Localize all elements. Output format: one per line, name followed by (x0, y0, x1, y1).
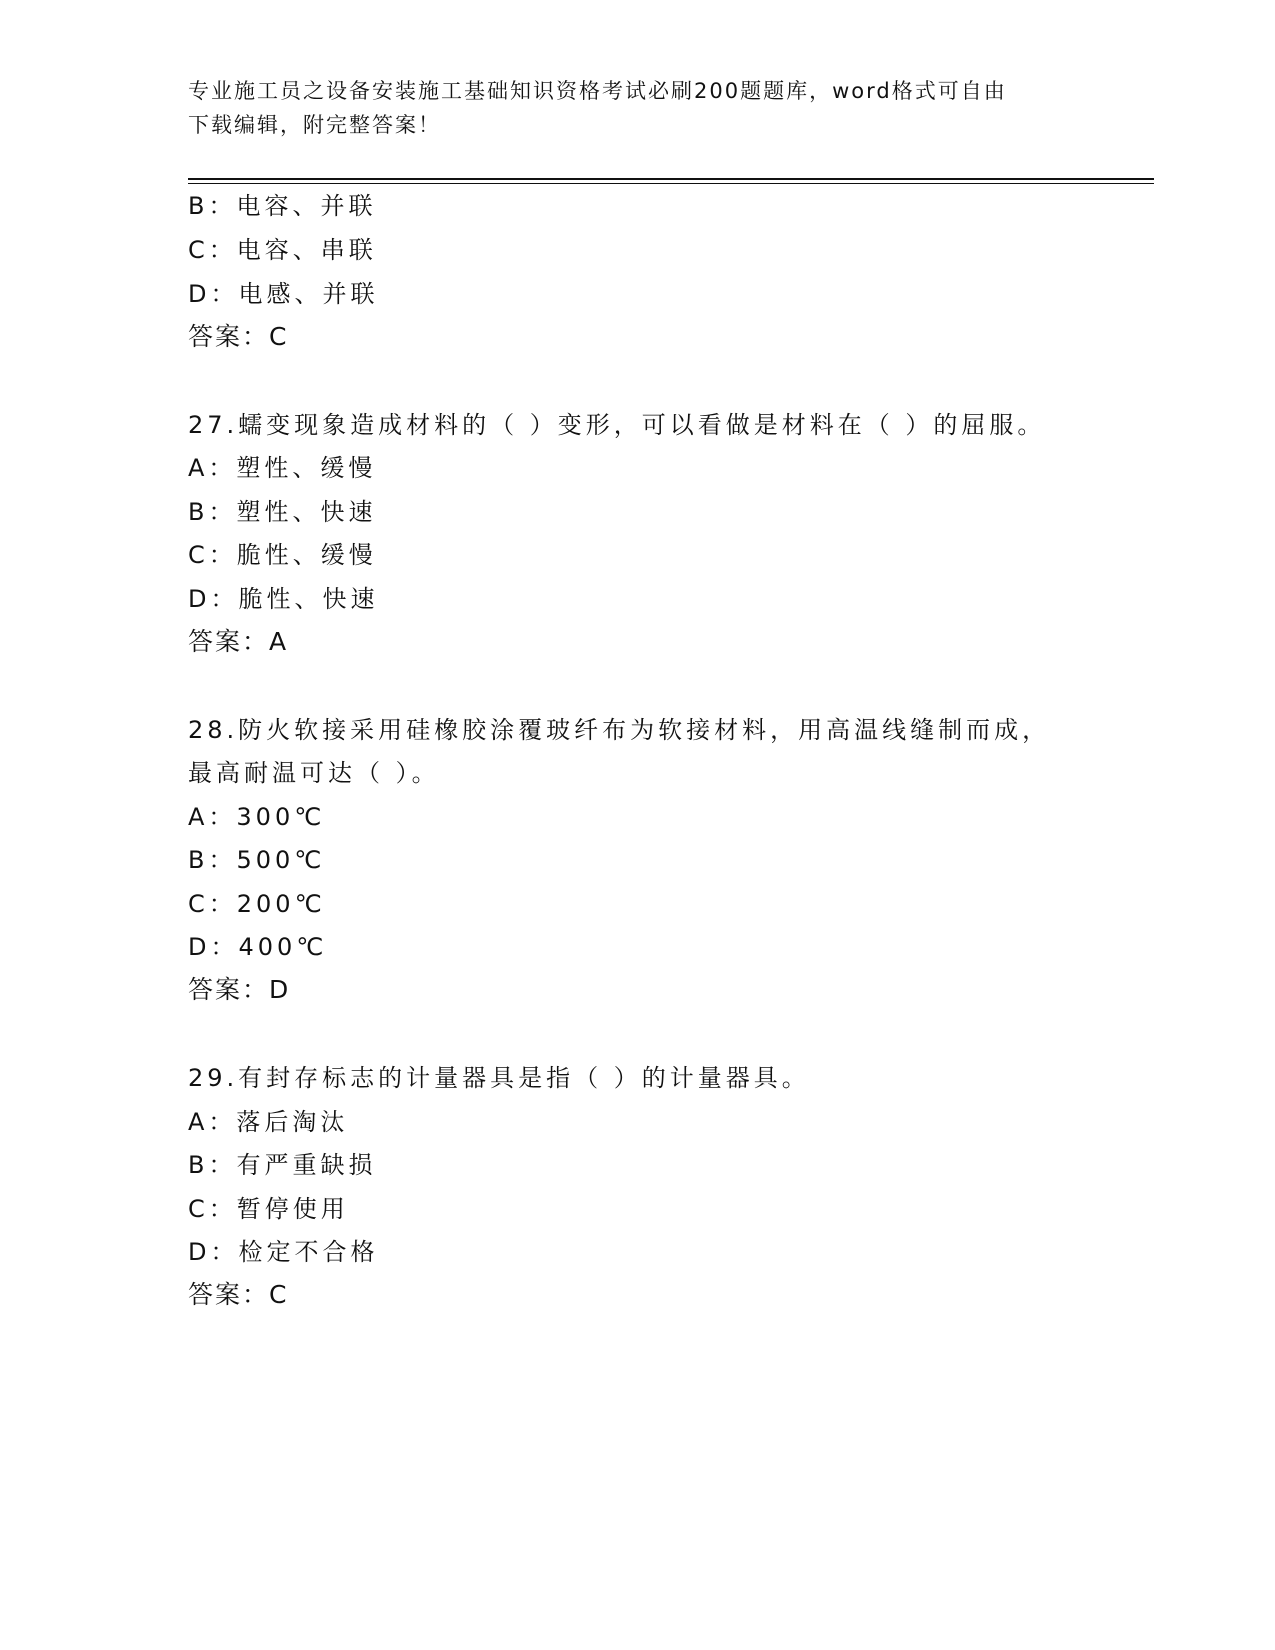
question-stem: 29.有封存标志的计量器具是指（ ）的计量器具。 (188, 1064, 810, 1092)
question-stem: 27.蠕变现象造成材料的（ ）变形，可以看做是材料在（ ）的屈服。 (188, 411, 1046, 439)
header-line-2: 下载编辑，附完整答案！ (188, 113, 441, 137)
answer-line: 答案：D (188, 975, 291, 1004)
option-a: A：塑性、缓慢 (188, 454, 377, 482)
document-header (188, 74, 1078, 142)
header-line-1: 专业施工员之设备安装施工基础知识资格考试必刷200题题库，word格式可自由 (188, 79, 1007, 103)
option-a: A：落后淘汰 (188, 1108, 349, 1136)
question-stem-continued: 最高耐温可达（ ）。 (188, 759, 440, 787)
header-divider-thick (188, 178, 1154, 180)
option-d: D：400℃ (188, 933, 328, 961)
option-b: B：电容、并联 (188, 192, 377, 220)
option-b: B：有严重缺损 (188, 1151, 377, 1179)
answer-line: 答案：A (188, 627, 289, 656)
option-d: D：检定不合格 (188, 1238, 379, 1266)
option-c: C：暂停使用 (188, 1195, 349, 1223)
option-c: C：电容、串联 (188, 236, 377, 264)
option-a: A：300℃ (188, 803, 326, 831)
option-c: C：脆性、缓慢 (188, 541, 377, 569)
option-c: C：200℃ (188, 890, 326, 918)
question-stem: 28.防火软接采用硅橡胶涂覆玻纤布为软接材料，用高温线缝制而成， (188, 716, 1051, 744)
answer-line: 答案：C (188, 322, 289, 351)
option-b: B：塑性、快速 (188, 498, 377, 526)
option-b: B：500℃ (188, 846, 326, 874)
option-d: D：电感、并联 (188, 280, 379, 308)
option-d: D：脆性、快速 (188, 585, 379, 613)
header-divider-thin (188, 183, 1154, 184)
answer-line: 答案：C (188, 1280, 289, 1309)
